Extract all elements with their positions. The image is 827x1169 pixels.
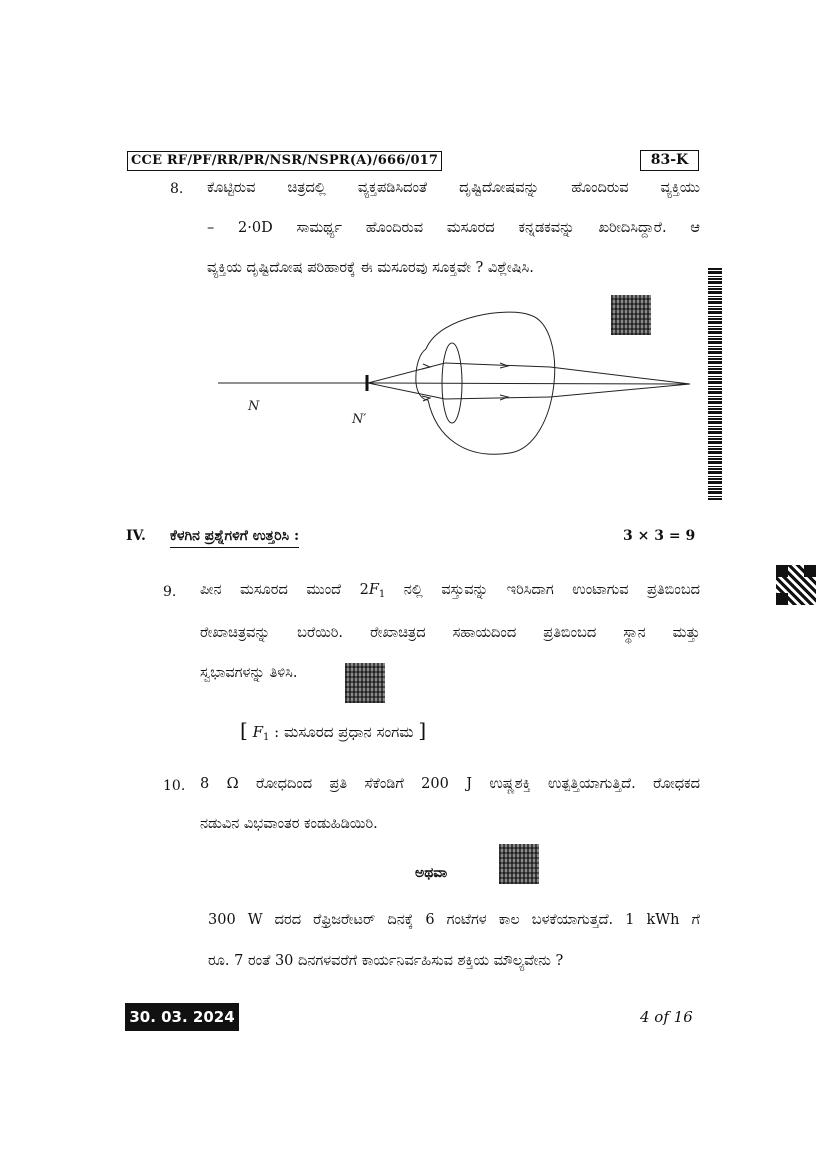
exam-date: 30. 03. 2024	[125, 1003, 239, 1031]
question-9-line-1: ಪೀನ ಮಸೂರದ ಮುಂದೆ $2F_1$ ನಲ್ಲಿ ವಸ್ತುವನ್ನು ಇರಿಸಿದಾಗ ಉಂಟಾಗುವ ಪ್ರತಿಬಿಂಬದ	[200, 582, 700, 600]
question-9-line-3: ಸ್ವಭಾವಗಳನ್ನು ತಿಳಿಸಿ.	[200, 665, 298, 681]
question-8-line-2: – 2·0D ಸಾಮರ್ಥ್ಯ ಹೊಂದಿರುವ ಮಸೂರದ ಕನ್ನಡಕವನ್ನು ಖರೀದಿಸಿದ್ದಾರೆ. ಆ	[207, 220, 700, 236]
question-9-note: [ $F_1$ : ಮಸೂರದ ಪ್ರಧಾನ ಸಂಗಮ ]	[240, 718, 427, 743]
question-8-line-3: ವ್ಯಕ್ತಿಯ ದೃಷ್ಟಿದೋಷ ಪರಿಹಾರಕ್ಕೆ ಈ ಮಸೂರವು ಸೂಕ್ತವೇ ? ವಿಶ್ಲೇಷಿಸಿ.	[207, 260, 534, 276]
or-label: ಅಥವಾ	[415, 865, 448, 881]
question-8-line-1: ಕೊಟ್ಟಿರುವ ಚಿತ್ರದಲ್ಲಿ ವ್ಯಕ್ತಪಡಿಸಿದಂತೆ ದೃಷ್ಟಿದೋಷವನ್ನು ಹೊಂದಿರುವ ವ್ಯಕ್ತಿಯು	[207, 180, 700, 196]
paper-code: CCE RF/PF/RR/PR/NSR/NSPR(A)/666/017	[127, 151, 442, 171]
section-marks: 3 × 3 = 9	[623, 528, 696, 544]
question-10-alt-line-2: ರೂ. 7 ರಂತೆ 30 ದಿನಗಳವರೆಗೆ ಕಾರ್ಯನಿರ್ವಹಿಸುವ ಶಕ್ತಿಯ ಮೌಲ್ಯವೇನು ?	[208, 953, 564, 969]
question-10-number: 10.	[163, 778, 186, 794]
question-9-line-2: ರೇಖಾಚಿತ್ರವನ್ನು ಬರೆಯಿರಿ. ರೇಖಾಚಿತ್ರದ ಸಹಾಯದಿಂದ ಪ್ರತಿಬಿಂಬದ ಸ್ಥಾನ ಮತ್ತು	[200, 625, 700, 641]
qr-code-q9	[345, 663, 385, 703]
question-8-number: 8.	[170, 181, 184, 197]
question-10-line-2: ನಡುವಿನ ವಿಭವಾಂತರ ಕಂಡುಹಿಡಿಯಿರಿ.	[200, 816, 378, 832]
label-n-prime: N′	[352, 412, 367, 427]
section-number: IV.	[126, 528, 146, 544]
section-title: ಕೆಳಗಿನ ಪ್ರಶ್ನೆಗಳಿಗೆ ಉತ್ತರಿಸಿ :	[170, 528, 299, 548]
page-number: 4 of 16	[640, 1008, 693, 1026]
principal-ray	[365, 383, 690, 384]
question-9-number: 9.	[163, 584, 177, 600]
qr-code-side	[776, 565, 816, 605]
side-barcode	[708, 268, 722, 500]
qr-code-q10	[499, 844, 539, 884]
question-10-alt-line-1: 300 W ದರದ ರೆಫ್ರಿಜರೇಟರ್ ದಿನಕ್ಕೆ 6 ಗಂಟೆಗಳ ಕಾಲ ಬಳಕೆಯಾಗುತ್ತದೆ. 1 kWh ಗೆ	[208, 912, 700, 928]
eye-defect-diagram	[210, 305, 700, 475]
label-n: N	[248, 399, 260, 414]
paper-number: 83-K	[640, 150, 699, 171]
question-10-line-1: 8 Ω ರೋಧದಿಂದ ಪ್ರತಿ ಸೆಕೆಂಡಿಗೆ 200 J ಉಷ್ಣಶಕ್ತಿ ಉತ್ಪತ್ತಿಯಾಗುತ್ತಿದೆ. ರೋಧಕದ	[200, 776, 700, 792]
